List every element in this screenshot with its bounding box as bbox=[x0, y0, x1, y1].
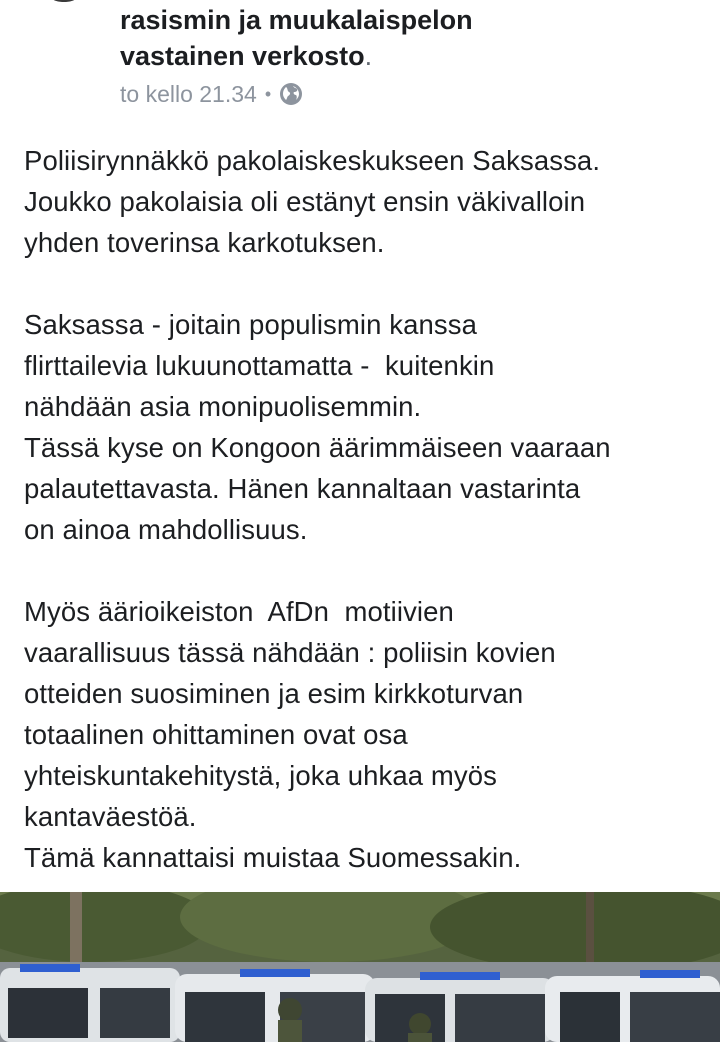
post-photo[interactable] bbox=[0, 892, 720, 1042]
post-text: Poliisirynnäkkö pakolaiskeskukseen Saksassa. Joukko pakolaisia oli estänyt ensin väkivalloin yhden toverinsa karkotuksen. Saksassa - joitain populismin kanssa flirttailevia lukuunottamatta - kuitenkin nähdään asia monipuolisemmin. Tässä kyse on Kongoon äärimmäiseen vaaraan palautettavasta. Hänen kannaltaan vastarinta on ainoa mahdollisuus. Myös äärioikeiston AfDn motiivien vaarallisuus tässä nähdään : poliisin kovien otteiden suosiminen ja esim kirkkoturvan totaalinen ohittaminen ovat osa yhteiskuntakehitystä, joka uhkaa myös kantaväestöä. Tämä kannattaisi muistaa Suomessakin. bbox=[24, 145, 611, 873]
page-name-line2[interactable]: vastainen verkosto bbox=[120, 41, 365, 71]
page-name-line1[interactable]: rasismin ja muukalaispelon bbox=[120, 5, 473, 35]
page-name[interactable] bbox=[120, 2, 700, 74]
post-timestamp[interactable]: to kello 21.34 bbox=[120, 80, 257, 107]
police-vans-photo bbox=[0, 892, 720, 1042]
page-avatar[interactable] bbox=[44, 0, 84, 2]
meta-separator: • bbox=[264, 83, 272, 104]
globe-icon[interactable] bbox=[279, 82, 303, 106]
page-name-suffix: . bbox=[364, 41, 373, 71]
post-header bbox=[120, 2, 700, 109]
post-meta bbox=[120, 79, 700, 109]
